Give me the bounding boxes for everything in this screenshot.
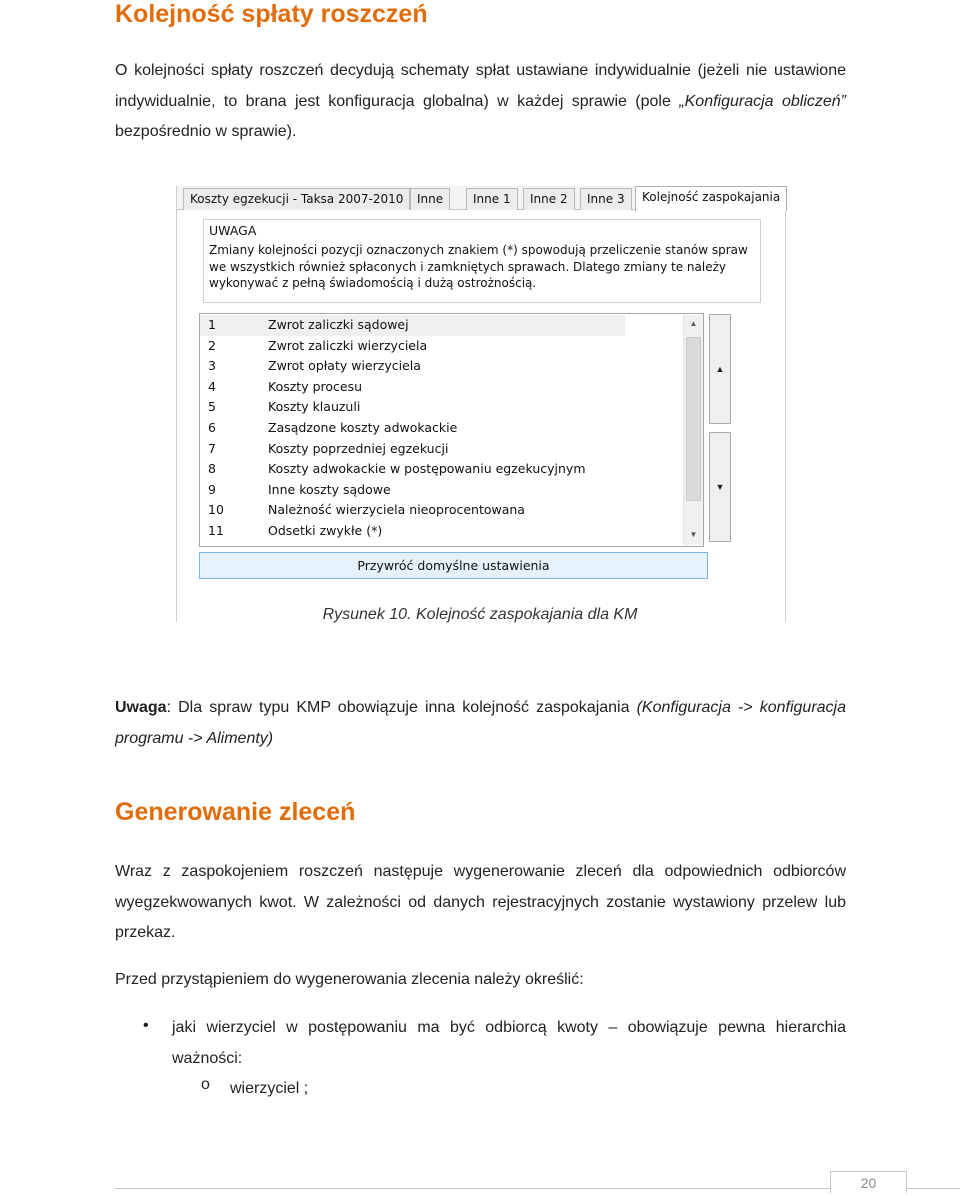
warning-box (203, 219, 761, 303)
tab-strip (177, 186, 785, 210)
warning-title: UWAGA (209, 223, 257, 238)
list-item[interactable]: 6 Zasądzone koszty adwokackie (208, 420, 458, 435)
list-scrollbar[interactable] (683, 315, 703, 545)
list-item[interactable]: 3 Zwrot opłaty wierzyciela (208, 358, 421, 374)
move-down-button[interactable] (709, 432, 731, 542)
tab-inne-3[interactable]: Inne 3 (580, 188, 632, 210)
figure-dialog-screenshot (176, 186, 786, 622)
warning-text: Zmiany kolejności pozycji oznaczonych znakiem (*) spowodują przeliczenie stanów spraw we wszystkich również spłaconych i zamkniętych sprawach. Dlatego zmiany te należy wykonywać z pełną świadomością i dużą ostrożnością. (209, 243, 748, 290)
before-generating-paragraph: Przed przystąpieniem do wygenerowania zlecenia należy określić: (115, 971, 584, 988)
figure-caption: Rysunek 10. Kolejność zaspokajania dla KM (322, 606, 638, 623)
scroll-down-icon[interactable]: ▼ (689, 530, 698, 539)
reset-defaults-button[interactable]: Przywróć domyślne ustawienia (199, 552, 708, 579)
sub-bullet-icon: o (201, 1076, 210, 1093)
intro-paragraph (115, 56, 846, 148)
bullet-item-text: jaki wierzyciel w postępowaniu ma być odbiorcą kwoty – obowiązuje pewna hierarchia ważności: (172, 1019, 846, 1067)
section-title-generowanie: Generowanie zleceń (115, 798, 356, 826)
list-item[interactable]: 5 Koszty klauzuli (208, 399, 361, 415)
reorder-buttons (709, 314, 731, 544)
tab-inne-1[interactable]: Inne 1 (466, 188, 518, 210)
list-item[interactable]: 8 Koszty adwokackie w postępowaniu egzekucyjnym (208, 461, 586, 477)
section-title-kolejnosc: Kolejność spłaty roszczeń (115, 0, 428, 28)
priority-list[interactable] (199, 313, 704, 547)
tab-inne[interactable]: Inne (410, 188, 450, 210)
list-item[interactable]: 1 Zwrot zaliczki sądowej (200, 315, 625, 336)
list-item[interactable]: 10 Należność wierzyciela nieoprocentowana (208, 502, 525, 518)
sub-bullet-item-text: wierzyciel ; (230, 1080, 309, 1097)
page-number: 20 (830, 1171, 907, 1193)
scroll-up-icon[interactable]: ▲ (689, 319, 698, 328)
arrow-down-icon: ▼ (715, 482, 725, 492)
list-item[interactable]: 2 Zwrot zaliczki wierzyciela (208, 337, 428, 353)
tab-kolejnosc-zaspokajania[interactable]: Kolejność zaspokajania (635, 186, 787, 211)
scroll-thumb[interactable] (686, 337, 701, 501)
move-up-button[interactable] (709, 314, 731, 424)
note-label: Uwaga (115, 699, 167, 716)
list-item[interactable]: 9 Inne koszty sądowe (208, 481, 391, 497)
bullet-icon: • (143, 1017, 149, 1034)
note-text: : Dla spraw typu KMP obowiązuje inna kolejność zaspokajania (166, 699, 637, 716)
arrow-up-icon: ▲ (715, 364, 725, 374)
list-item[interactable]: 4 Koszty procesu (208, 378, 363, 394)
list-item[interactable]: 7 Koszty poprzedniej egzekucji (208, 440, 449, 456)
orders-paragraph: Wraz z zaspokojeniem roszczeń następuje wygenerowanie zleceń dla odpowiednich odbiorców wyegzekwowanych kwot. W zależności od danych rejestracyjnych zostanie wystawiony przelew lub przekaz. (115, 863, 846, 941)
intro-text-a: O kolejności spłaty roszczeń decydują schematy spłat ustawiane indywidualnie (jeżeli nie ustawione indywidualnie, to brana jest konfiguracja globalna) w każdej sprawie (pole (115, 62, 846, 110)
note-paragraph (115, 693, 846, 754)
tab-inne-2[interactable]: Inne 2 (523, 188, 575, 210)
intro-text-b: bezpośrednio w sprawie). (115, 123, 297, 140)
list-item[interactable]: 11 Odsetki zwykłe (*) (208, 523, 383, 538)
intro-text-italic: „Konfiguracja obliczeń” (679, 92, 847, 110)
tab-koszty-egzekucji[interactable]: Koszty egzekucji - Taksa 2007-2010 (183, 188, 410, 210)
note-path-italic: (Konfiguracja -> konfiguracja programu -> Alimenty) (115, 699, 847, 747)
